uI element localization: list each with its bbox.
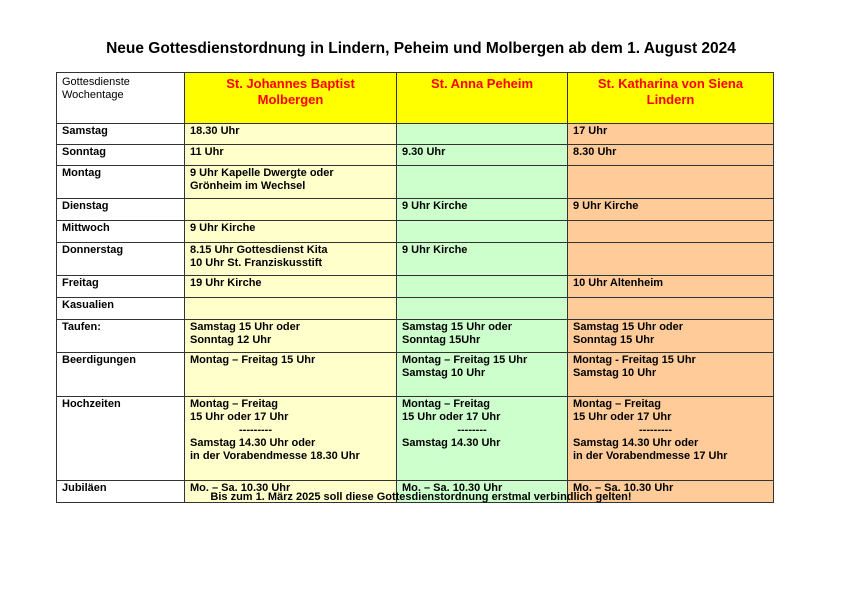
table-row (57, 243, 774, 276)
parish-header-peheim (397, 73, 568, 124)
corner-header-line: Wochentage (62, 89, 124, 101)
cell-line: Montag – Freitag 15 Uhr (402, 354, 528, 366)
page-title: Neue Gottesdienstordnung in Lindern, Peheim und Molbergen ab dem 1. August 2024 (106, 40, 736, 57)
schedule-cell (397, 397, 568, 481)
schedule-cell (568, 199, 774, 221)
cell-line: Samstag 14.30 Uhr oder (190, 437, 316, 449)
table-row (57, 276, 774, 298)
table-row (57, 145, 774, 166)
schedule-cell (568, 397, 774, 481)
schedule-cell (185, 243, 397, 276)
cell-line: 10 Uhr Altenheim (573, 277, 664, 289)
schedule-cell (397, 221, 568, 243)
cell-line: Montag – Freitag (573, 398, 662, 410)
schedule-cell (568, 298, 774, 320)
schedule-cell (568, 221, 774, 243)
schedule-cell (185, 124, 397, 145)
separator-line: -------- (457, 424, 487, 436)
weekday-cell: Dienstag (57, 199, 185, 221)
cell-line: Sonntag 12 Uhr (190, 334, 272, 346)
parish-header-molbergen (185, 73, 397, 124)
cell-line: 11 Uhr (190, 146, 224, 158)
schedule-cell (397, 320, 568, 353)
schedule-cell (185, 199, 397, 221)
weekday-cell: Montag (57, 166, 185, 199)
cell-line: 9 Uhr Kapelle Dwergte oder (190, 167, 334, 179)
corner-header-line: Gottesdienste (62, 76, 130, 88)
schedule-cell (397, 124, 568, 145)
schedule-cell (397, 276, 568, 298)
schedule-cell (185, 298, 397, 320)
schedule-cell (397, 199, 568, 221)
cell-line: in der Vorabendmesse 17 Uhr (573, 450, 728, 462)
header-row (57, 73, 774, 124)
weekday-cell: Freitag (57, 276, 185, 298)
cell-line: Samstag 10 Uhr (573, 367, 657, 379)
weekday-cell: Mittwoch (57, 221, 185, 243)
parish-name: St. Johannes Baptist (226, 76, 355, 91)
cell-line: Grönheim im Wechsel (190, 180, 306, 192)
schedule-cell (185, 353, 397, 397)
cell-line: Sonntag 15 Uhr (573, 334, 655, 346)
table-row (57, 221, 774, 243)
schedule-cell (568, 353, 774, 397)
weekday-cell: Jubiläen (57, 481, 185, 503)
table-row (57, 353, 774, 397)
cell-line: Samstag 10 Uhr (402, 367, 486, 379)
cell-line: Montag - Freitag 15 Uhr (573, 354, 696, 366)
cell-line: 8.15 Uhr Gottesdienst Kita (190, 244, 328, 256)
schedule-cell (568, 276, 774, 298)
schedule-cell (185, 276, 397, 298)
cell-line: 9 Uhr Kirche (402, 244, 468, 256)
schedule-cell (397, 243, 568, 276)
parish-name: St. Anna Peheim (430, 76, 534, 91)
cell-line: Mo. – Sa. 10.30 Uhr (573, 482, 674, 494)
cell-line: Sonntag 15Uhr (402, 334, 481, 346)
schedule-cell (568, 145, 774, 166)
separator-line: --------- (239, 424, 272, 436)
cell-line: Montag – Freitag (190, 398, 279, 410)
cell-line: 9.30 Uhr (402, 146, 446, 158)
corner-header-cell (57, 73, 185, 124)
cell-line: 19 Uhr Kirche (190, 277, 262, 289)
parish-place: Lindern (646, 92, 695, 107)
cell-line: 15 Uhr oder 17 Uhr (573, 411, 672, 423)
weekday-cell: Kasualien (57, 298, 185, 320)
weekday-cell: Taufen: (57, 320, 185, 353)
parish-name: St. Katharina von Siena (597, 76, 744, 91)
cell-line: Samstag 15 Uhr oder (190, 321, 301, 333)
schedule-cell (568, 320, 774, 353)
cell-line: 15 Uhr oder 17 Uhr (190, 411, 289, 423)
weekday-cell: Hochzeiten (57, 397, 185, 481)
schedule-cell (185, 221, 397, 243)
schedule-cell (397, 166, 568, 199)
cell-line: Montag – Freitag 15 Uhr (190, 354, 316, 366)
schedule-cell (185, 397, 397, 481)
table-row (57, 320, 774, 353)
schedule-cell (397, 145, 568, 166)
cell-line: Samstag 15 Uhr oder (573, 321, 684, 333)
cell-line: Mo. – Sa. 10.30 Uhr (402, 482, 503, 494)
cell-line: 9 Uhr Kirche (190, 222, 256, 234)
table-row (57, 397, 774, 481)
cell-line: Mo. – Sa. 10.30 Uhr (190, 482, 291, 494)
parish-header-lindern (568, 73, 774, 124)
table-row (57, 298, 774, 320)
cell-line: 9 Uhr Kirche (573, 200, 639, 212)
cell-line: 18.30 Uhr (190, 125, 240, 137)
weekday-cell: Sonntag (57, 145, 185, 166)
schedule-cell (185, 145, 397, 166)
schedule-cell (397, 298, 568, 320)
schedule-table (56, 72, 774, 503)
cell-line: Samstag 15 Uhr oder (402, 321, 513, 333)
parish-place: Molbergen (257, 92, 324, 107)
schedule-cell (568, 124, 774, 145)
cell-line: 17 Uhr (573, 125, 608, 137)
schedule-cell (568, 166, 774, 199)
weekday-cell: Beerdigungen (57, 353, 185, 397)
schedule-cell (185, 166, 397, 199)
table-row (57, 124, 774, 145)
schedule-cell (185, 320, 397, 353)
table-row (57, 166, 774, 199)
validity-note: Bis zum 1. März 2025 soll diese Gottesdienstordnung erstmal verbindlich gelten! (210, 491, 632, 503)
cell-line: 9 Uhr Kirche (402, 200, 468, 212)
weekday-cell: Donnerstag (57, 243, 185, 276)
cell-line: Samstag 14.30 Uhr (402, 437, 501, 449)
table-row (57, 199, 774, 221)
cell-line: in der Vorabendmesse 18.30 Uhr (190, 450, 360, 462)
schedule-cell (568, 243, 774, 276)
cell-line: 10 Uhr St. Franziskusstift (190, 257, 323, 269)
cell-line: 8.30 Uhr (573, 146, 617, 158)
weekday-cell: Samstag (57, 124, 185, 145)
cell-line: Samstag 14.30 Uhr oder (573, 437, 699, 449)
cell-line: Montag – Freitag (402, 398, 491, 410)
cell-line: 15 Uhr oder 17 Uhr (402, 411, 501, 423)
schedule-cell (397, 353, 568, 397)
separator-line: --------- (639, 424, 672, 436)
